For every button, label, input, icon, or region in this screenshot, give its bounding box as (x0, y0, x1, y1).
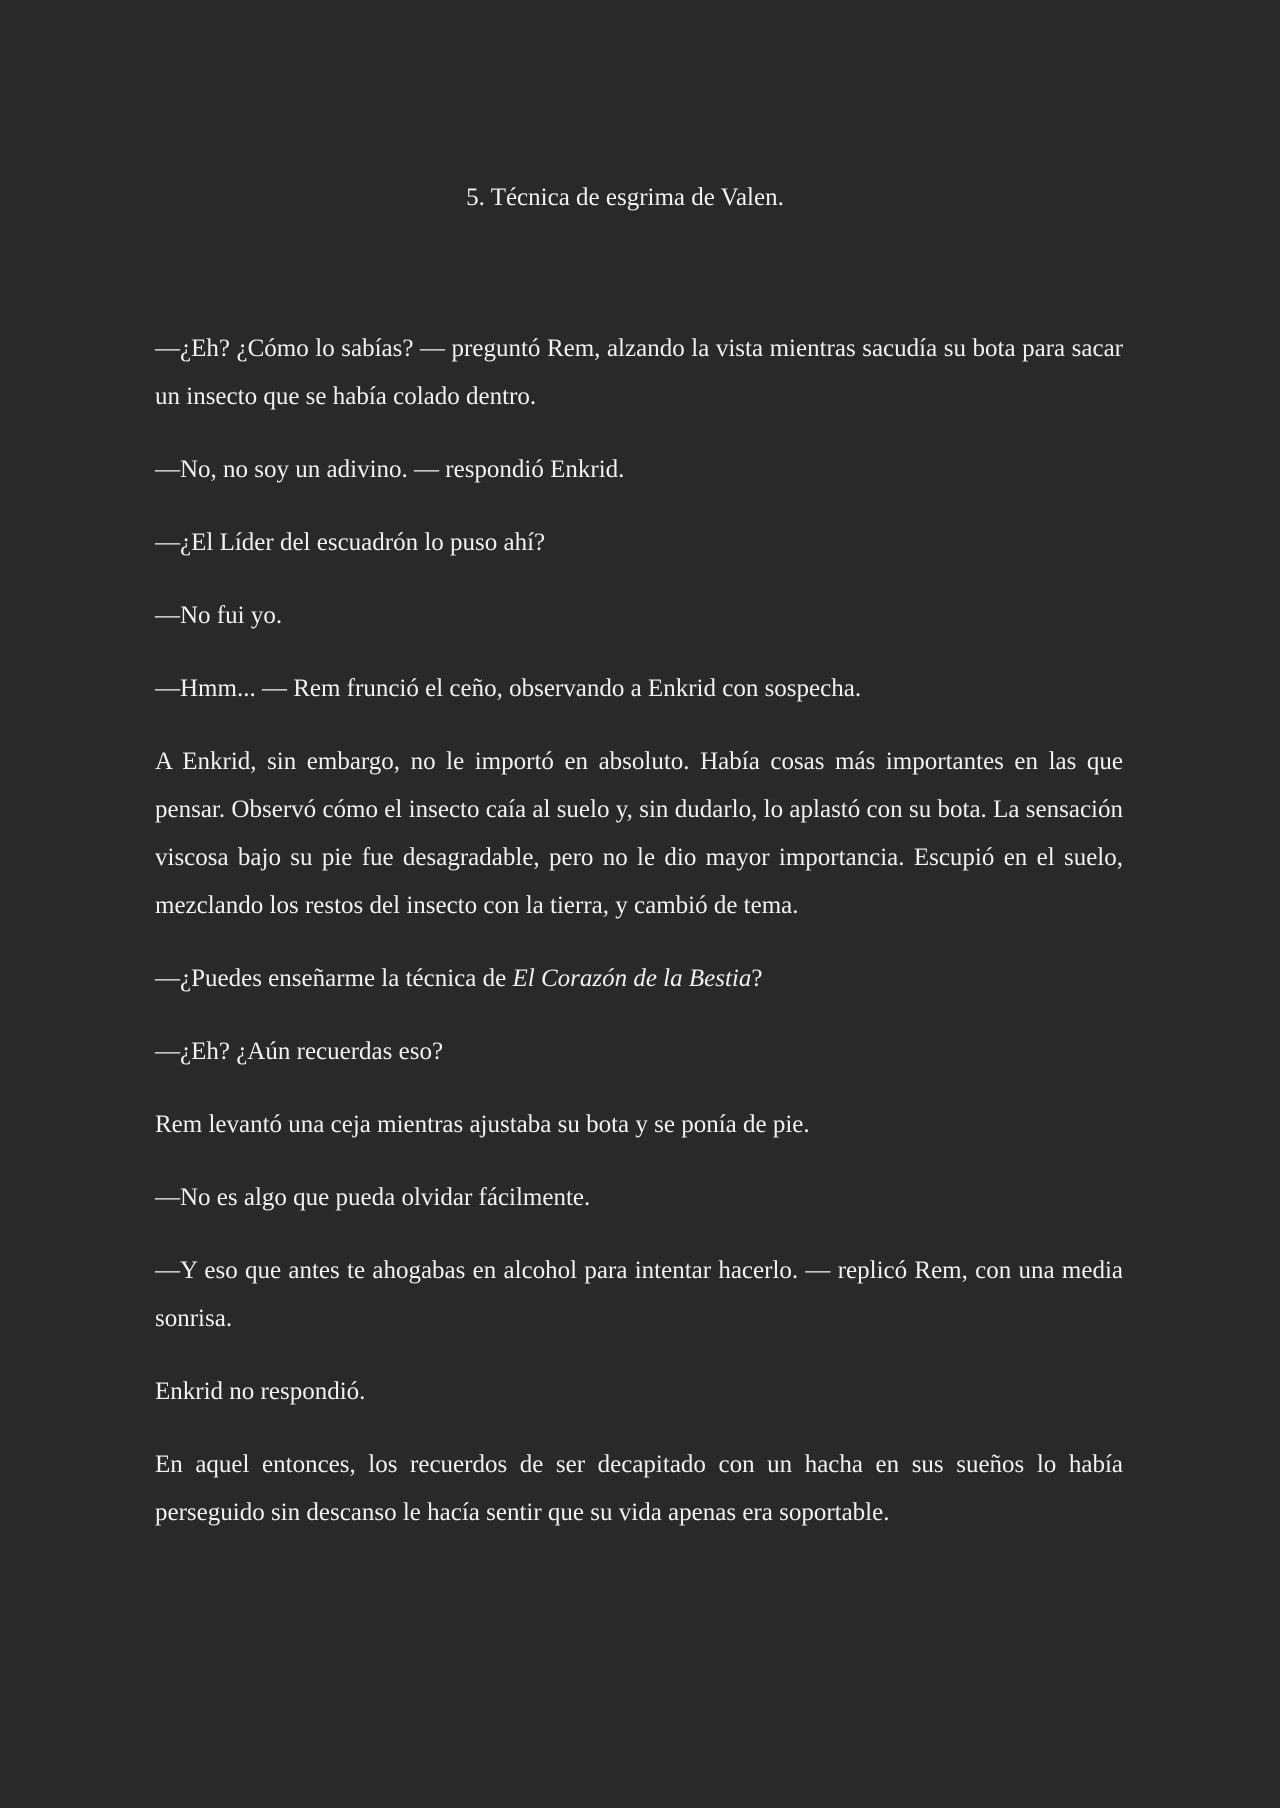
paragraph-text: ? (751, 965, 763, 992)
paragraph: —¿Eh? ¿Aún recuerdas eso? (155, 1038, 444, 1065)
paragraph (155, 955, 1123, 1003)
book-title-italic: El Corazón de la Bestia (512, 965, 752, 992)
paragraph: Enkrid no respondió. (155, 1378, 366, 1405)
paragraph: —No fui yo. (155, 602, 283, 629)
paragraph: —Hmm... — Rem frunció el ceño, observando a Enkrid con sospecha. (155, 675, 862, 702)
paragraph: A Enkrid, sin embargo, no le importó en absoluto. Había cosas más importantes en las que pensar. Observó cómo el insecto caía al suelo y, sin dudarlo, lo aplastó con su bota. La sensación viscosa bajo su pie fue desagradable, pero no le dio mayor importancia. Escupió en el suelo, mezclando los restos del insecto con la tierra, y cambió de tema. (155, 748, 1123, 919)
chapter-title: 5. Técnica de esgrima de Valen. (466, 184, 784, 211)
paragraph: —No, no soy un adivino. — respondió Enkrid. (155, 456, 625, 483)
paragraph: Rem levantó una ceja mientras ajustaba su bota y se ponía de pie. (155, 1111, 810, 1138)
paragraph: —¿El Líder del escuadrón lo puso ahí? (155, 529, 546, 556)
paragraph: —No es algo que pueda olvidar fácilmente. (155, 1184, 591, 1211)
paragraph: —¿Eh? ¿Cómo lo sabías? — preguntó Rem, alzando la vista mientras sacudía su bota para sacar un insecto que se había colado dentro. (155, 335, 1123, 410)
paragraph: —Y eso que antes te ahogabas en alcohol para intentar hacerlo. — replicó Rem, con una media sonrisa. (155, 1257, 1123, 1332)
paragraph-text: —¿Puedes enseñarme la técnica de (155, 965, 513, 992)
chapter-body (155, 325, 1123, 1537)
paragraph: En aquel entonces, los recuerdos de ser decapitado con un hacha en sus sueños lo había perseguido sin descanso le hacía sentir que su vida apenas era soportable. (155, 1451, 1123, 1526)
